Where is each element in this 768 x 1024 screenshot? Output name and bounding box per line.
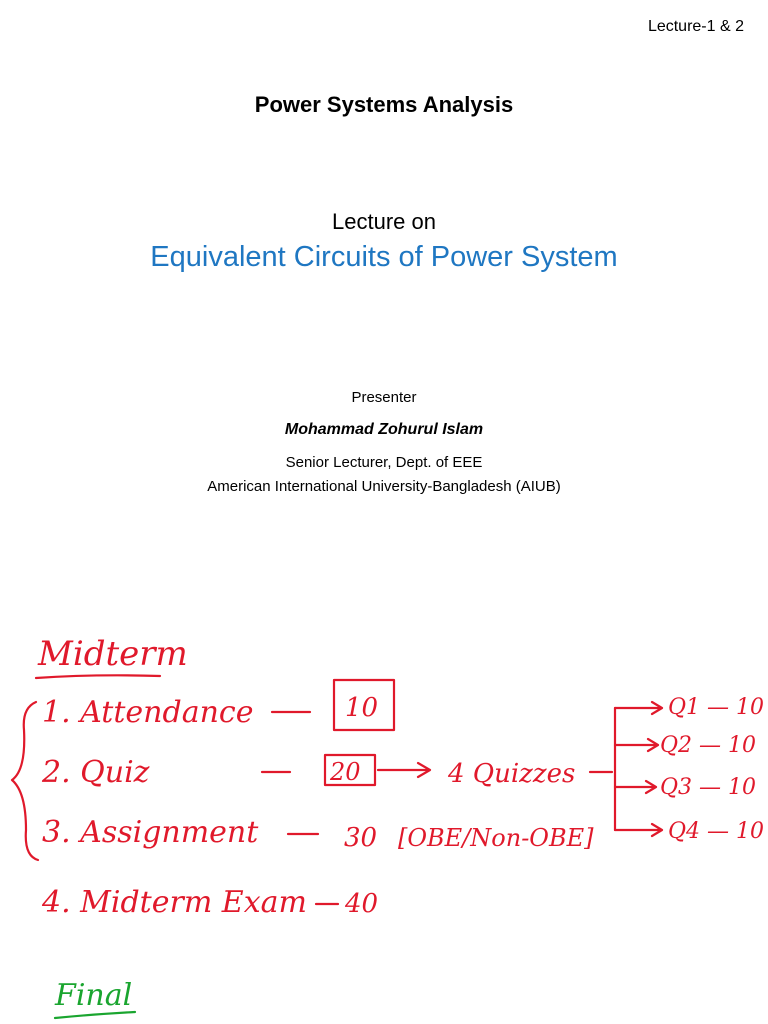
branch-arrow-q4 [615,824,662,836]
marks-midterm-exam: 40 [345,889,379,919]
branch-arrow-q2 [615,739,658,751]
midterm-brace [12,702,38,860]
final-heading: Final [55,978,133,1013]
quiz-q4: Q4 — 10 [668,819,765,844]
arrow-to-quizzes [378,763,430,777]
item-attendance: 1. Attendance [42,695,254,730]
quiz-q2: Q2 — 10 [660,733,757,758]
presenter-name: Mohammad Zohurul Islam [284,421,484,438]
marks-attendance: 10 [345,693,379,723]
marks-quiz: 20 [330,758,361,786]
handwritten-annotations [0,600,768,1024]
item-assignment: 3. Assignment [42,815,259,850]
quiz-q3: Q3 — 10 [660,775,757,800]
branch-arrow-q3 [615,781,656,793]
midterm-heading: Midterm [38,634,188,674]
midterm-underline [36,675,160,678]
lecture-on-label: Lecture on [332,209,436,234]
presenter-label: Presenter [351,389,417,406]
branch-arrow-q1 [615,702,662,714]
assignment-note: [OBE/Non-OBE] [398,824,594,852]
presenter-organization: American International University-Bangladesh (AIUB) [207,478,561,495]
lecture-number-tag: Lecture-1 & 2 [647,18,744,35]
course-title: Power Systems Analysis [254,92,514,117]
quiz-note: 4 Quizzes [448,759,576,789]
lecture-topic-title: Equivalent Circuits of Power System [150,241,618,273]
item-midterm-exam: 4. Midterm Exam [42,885,307,920]
marks-assignment: 30 [344,823,378,853]
presenter-role: Senior Lecturer, Dept. of EEE [285,454,483,471]
item-quiz: 2. Quiz [42,755,150,790]
quiz-q1: Q1 — 10 [668,695,765,720]
